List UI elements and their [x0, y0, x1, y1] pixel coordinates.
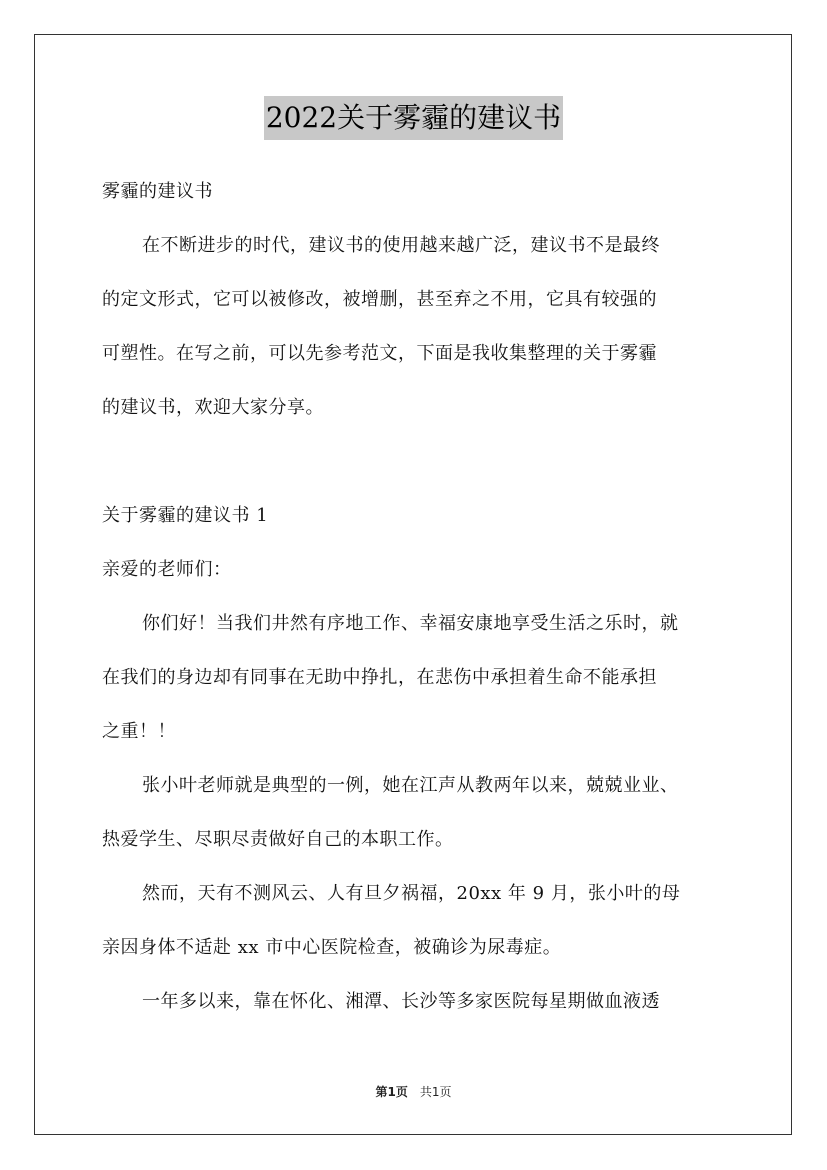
text-line: 亲因身体不适赴 xx 市中心医院检查，被确诊为尿毒症。 [102, 937, 562, 958]
page-number: 第1页 [375, 1085, 408, 1099]
blank-line [102, 435, 742, 489]
page-footer [0, 1083, 827, 1100]
text-line: 在我们的身边却有同事在无助中挣扎，在悲伤中承担着生命不能承担 [102, 667, 657, 688]
text-line: 张小叶老师就是典型的一例，她在江声从教两年以来，兢兢业业、 [142, 775, 679, 796]
title-container [0, 96, 827, 140]
text-line: 你们好！当我们井然有序地工作、幸福安康地享受生活之乐时，就 [142, 613, 679, 634]
text-line: 的建议书，欢迎大家分享。 [102, 397, 324, 418]
document-body [102, 165, 742, 1029]
text-line: 可塑性。在写之前，可以先参考范文，下面是我收集整理的关于雾霾 [102, 343, 657, 364]
document-title: 2022关于雾霾的建议书 [264, 96, 563, 140]
text-line: 热爱学生、尽职尽责做好自己的本职工作。 [102, 829, 454, 850]
text-line: 一年多以来，靠在怀化、湘潭、长沙等多家医院每星期做血液透 [142, 991, 660, 1012]
text-line: 亲爱的老师们： [102, 559, 232, 580]
text-line: 然而，天有不测风云、人有旦夕祸福，20xx 年 9 月，张小叶的母 [142, 883, 681, 904]
text-line: 的定文形式，它可以被修改，被增删，甚至弃之不用，它具有较强的 [102, 289, 657, 310]
text-line: 雾霾的建议书 [102, 181, 213, 202]
text-line: 关于雾霾的建议书 1 [102, 505, 269, 526]
page-total: 共1页 [419, 1085, 452, 1099]
text-line: 在不断进步的时代，建议书的使用越来越广泛，建议书不是最终 [142, 235, 660, 256]
text-line: 之重！！ [102, 721, 176, 742]
